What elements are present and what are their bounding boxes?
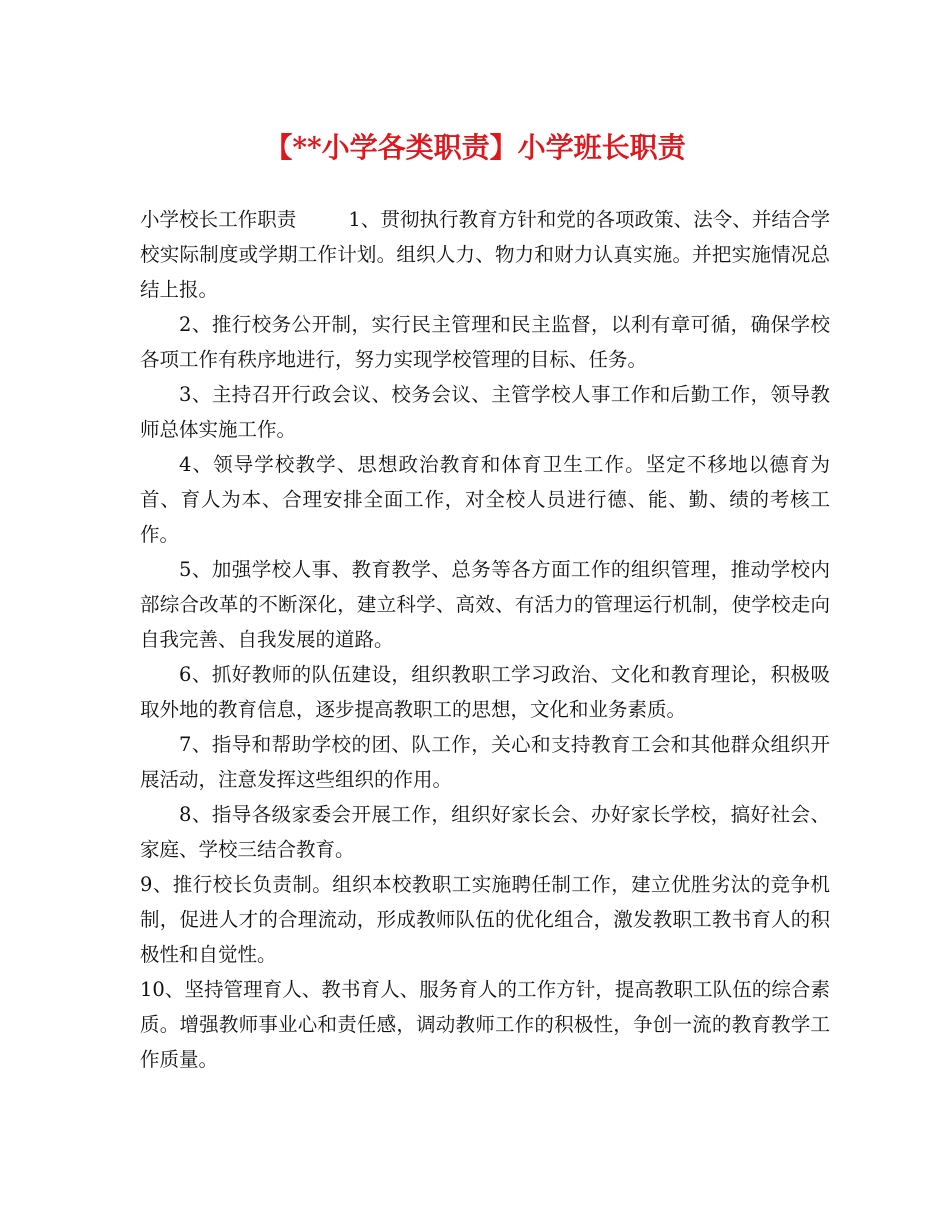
paragraph-1-text: 1、贯彻执行教育方针和党的各项政策、法令、并结合学校实际制度或学期工作计划。组织人力、物力和财力认真实施。并把实施情况总结上报。 [140, 208, 830, 301]
paragraph-6: 6、抓好教师的队伍建设，组织教职工学习政治、文化和教育理论，积极吸取外地的教育信息，逐步提高教职工的思想，文化和业务素质。 [140, 663, 830, 721]
paragraph-9: 9、推行校长负责制。组织本校教职工实施聘任制工作，建立优胜劣汰的竞争机制，促进人才的合理流动，形成教师队伍的优化组合，激发教职工教书育人的积极性和自觉性。 [140, 873, 830, 966]
paragraph-1 [140, 202, 830, 307]
paragraph-3: 3、主持召开行政会议、校务会议、主管学校人事工作和后勤工作，领导教师总体实施工作。 [140, 383, 830, 441]
document-body [140, 202, 830, 1077]
paragraph-4: 4、领导学校教学、思想政治教育和体育卫生工作。坚定不移地以德育为首、育人为本、合理安排全面工作，对全校人员进行德、能、勤、绩的考核工作。 [140, 453, 830, 546]
paragraph-5: 5、加强学校人事、教育教学、总务等各方面工作的组织管理，推动学校内部综合改革的不断深化，建立科学、高效、有活力的管理运行机制，使学校走向自我完善、自我发展的道路。 [140, 558, 830, 651]
paragraph-8: 8、指导各级家委会开展工作，组织好家长会、办好家长学校，搞好社会、家庭、学校三结合教育。 [140, 803, 830, 861]
intro-label: 小学校长工作职责 [140, 208, 297, 231]
paragraph-10: 10、坚持管理育人、教书育人、服务育人的工作方针，提高教职工队伍的综合素质。增强教师事业心和责任感，调动教师工作的积极性，争创一流的教育教学工作质量。 [140, 978, 830, 1071]
paragraph-2: 2、推行校务公开制，实行民主管理和民主监督，以利有章可循，确保学校各项工作有秩序地进行，努力实现学校管理的目标、任务。 [140, 313, 830, 371]
paragraph-7: 7、指导和帮助学校的团、队工作，关心和支持教育工会和其他群众组织开展活动，注意发挥这些组织的作用。 [140, 733, 830, 791]
document-title: 【**小学各类职责】小学班长职责 [264, 131, 686, 164]
